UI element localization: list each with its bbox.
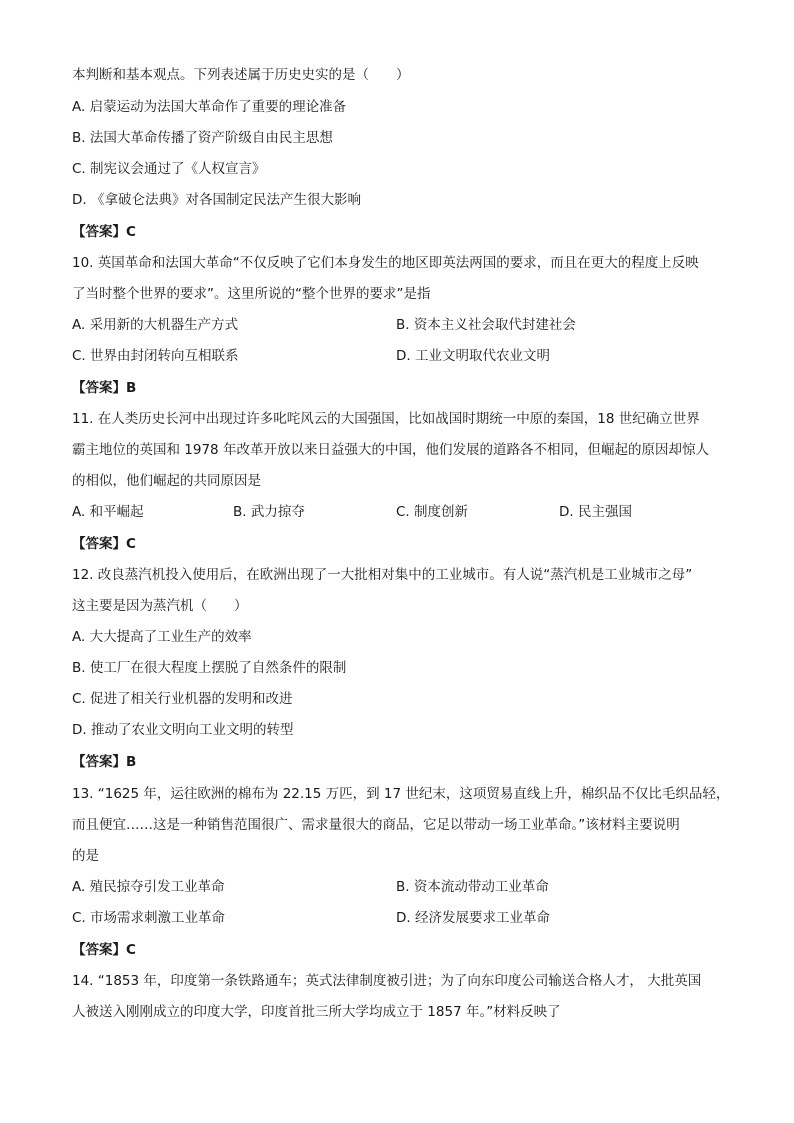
q10-option-a: A. 采用新的大机器生产方式 (72, 317, 239, 333)
q11-stem-line-2: 霸主地位的英国和 1978 年改革开放以来日益强大的中国，他们发展的道路各不相同，但崛起的原因却惊人 (72, 442, 709, 458)
q14-stem-line-1: 14. “1853 年，印度第一条铁路通车；英式法律制度被引进；为了向东印度公司输送合格人才， 大批英国 (72, 973, 702, 989)
q11-answer: 【答案】C (72, 536, 136, 552)
q10-option-c: C. 世界由封闭转向互相联系 (72, 348, 239, 364)
q9-option-a: A. 启蒙运动为法国大革命作了重要的理论准备 (72, 99, 347, 115)
q12-option-a: A. 大大提高了工业生产的效率 (72, 629, 252, 645)
q10-stem-line-2: 了当时整个世界的要求”。这里所说的“整个世界的要求”是指 (72, 286, 431, 302)
q13-option-d: D. 经济发展要求工业革命 (396, 910, 550, 926)
q12-option-c: C. 促进了相关行业机器的发明和改进 (72, 691, 293, 707)
q14-stem-line-2: 人被送入刚刚成立的印度大学，印度首批三所大学均成立于 1857 年。”材料反映了 (72, 1004, 561, 1020)
q9-option-d: D. 《拿破仑法典》对各国制定民法产生很大影响 (72, 192, 361, 208)
q13-stem-line-2: 而且便宜……这是一种销售范围很广、需求量很大的商品，它足以带动一场工业革命。”该材料主要说明 (72, 817, 680, 833)
q11-option-a: A. 和平崛起 (72, 504, 144, 520)
q9-option-c: C. 制宪议会通过了《人权宣言》 (72, 161, 266, 177)
q11-stem-line-3: 的相似，他们崛起的共同原因是 (72, 473, 261, 489)
q11-option-b: B. 武力掠夺 (233, 504, 305, 520)
q9-answer: 【答案】C (72, 224, 136, 240)
q12-option-b: B. 使工厂在很大程度上摆脱了自然条件的限制 (72, 660, 347, 676)
q12-stem-line-1: 12. 改良蒸汽机投入使用后，在欧洲出现了一大批相对集中的工业城市。有人说“蒸汽机是工业城市之母” (72, 567, 693, 583)
q13-answer: 【答案】C (72, 942, 136, 958)
q9-option-b: B. 法国大革命传播了资产阶级自由民主思想 (72, 130, 333, 146)
q11-option-d: D. 民主强国 (559, 504, 632, 520)
q12-answer: 【答案】B (72, 754, 137, 770)
q12-option-d: D. 推动了农业文明向工业文明的转型 (72, 722, 294, 738)
q12-stem-line-2: 这主要是因为蒸汽机（ ） (72, 598, 248, 614)
q10-answer: 【答案】B (72, 380, 137, 396)
q10-option-d: D. 工业文明取代农业文明 (396, 348, 550, 364)
q9-stem-tail: 本判断和基本观点。下列表述属于历史史实的是（ ） (72, 67, 410, 83)
q13-option-a: A. 殖民掠夺引发工业革命 (72, 879, 225, 895)
q13-option-c: C. 市场需求刺激工业革命 (72, 910, 226, 926)
q13-stem-line-1: 13. “1625 年，运往欧洲的棉布为 22.15 万匹，到 17 世纪末，这项贸易直线上升，棉织品不仅比毛织品轻， (72, 786, 730, 802)
q10-option-b: B. 资本主义社会取代封建社会 (396, 317, 576, 333)
q13-option-b: B. 资本流动带动工业革命 (396, 879, 549, 895)
q13-stem-line-3: 的是 (72, 848, 99, 864)
q10-stem-line-1: 10. 英国革命和法国大革命“不仅反映了它们本身发生的地区即英法两国的要求，而且在更大的程度上反映 (72, 255, 699, 271)
q11-option-c: C. 制度创新 (396, 504, 469, 520)
q11-stem-line-1: 11. 在人类历史长河中出现过许多叱咤风云的大国强国，比如战国时期统一中原的秦国，18 世纪确立世界 (72, 411, 700, 427)
